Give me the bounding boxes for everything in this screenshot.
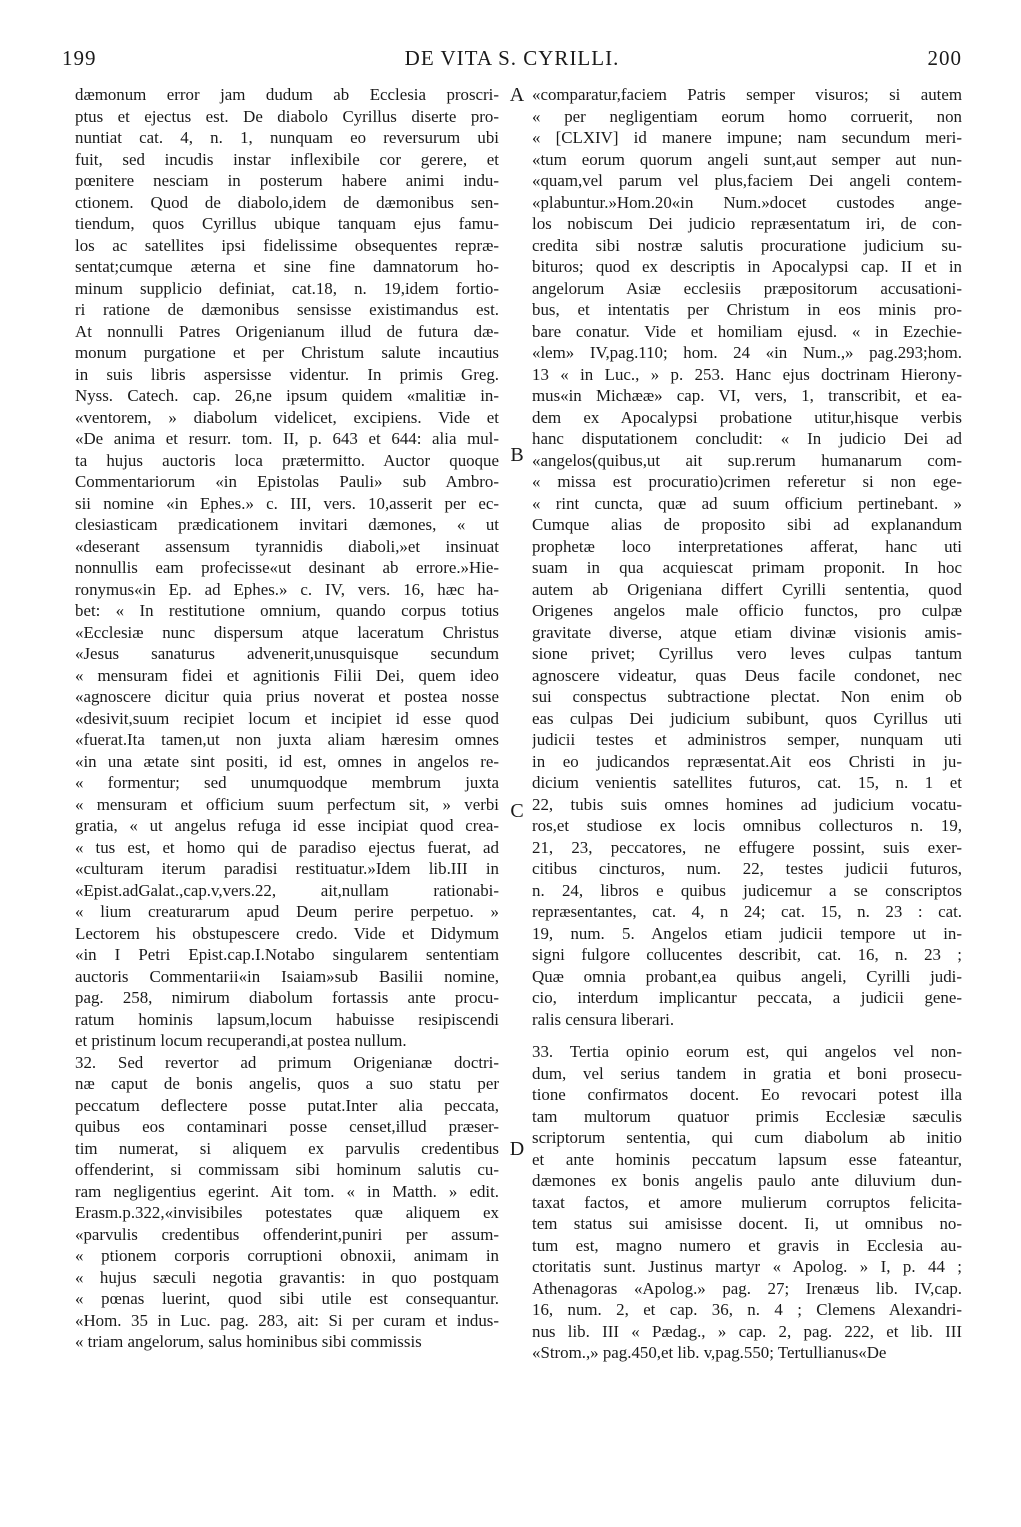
text-line: ratum hominis lapsum,locum habuisse resipiscendi xyxy=(75,1009,499,1029)
text-line: peccatum deflectere posse putat.Inter alia peccata, xyxy=(75,1095,499,1115)
text-line: in suis libris aspersisse videntur. In primis Greg. xyxy=(75,364,499,384)
text-line: dæmonum error jam dudum ab Ecclesia proscri- xyxy=(75,85,499,104)
margin-marker-c: C xyxy=(510,800,524,822)
text-line: «Strom.,» pag.450,et lib. v,pag.550; Tertullianus«De xyxy=(532,1343,887,1362)
text-line: nonnullis eam profecisse«ut desinant ab errore.»Hie- xyxy=(75,558,499,577)
margin-marker-b: B xyxy=(510,444,524,466)
text-line: quibus eos contaminari posse censet,illud præser- xyxy=(75,1117,499,1136)
text-line: scriptorum sententia, qui cum diabolum ab initio xyxy=(532,1128,962,1147)
text-line: gratia, « ut angelus refuga id esse incipiat quod crea- xyxy=(75,816,499,835)
text-line: monum purgatione et per Christum salute incautius xyxy=(75,343,499,362)
text-line: sione privet; Cyrillus vero leves culpas tantum xyxy=(532,644,962,663)
text-line: bus, et intentatis per Christum in eos minis pro- xyxy=(532,300,962,319)
text-line: clesiasticam prædicationem invitari dæmones, « ut xyxy=(75,515,499,534)
text-line: n. 24, libros e quibus judicemur a se conscriptos xyxy=(532,880,962,900)
page-header xyxy=(62,46,962,76)
text-line: «angelos(quibus,ut ait sup.rerum humanarum com- xyxy=(532,450,962,470)
text-line: ram negligentius egerint. Ait tom. « in Matth. » edit. xyxy=(75,1181,499,1201)
text-line: «comparatur,faciem Patris semper visuros; si autem xyxy=(532,85,962,104)
text-line: sii nomine «in Ephes.» c. III, vers. 10,asserit per ec- xyxy=(75,493,499,513)
text-line: auctoris Commentarii«in Isaiam»sub Basilii nomine, xyxy=(75,966,499,986)
text-line: ctionem. Quod de diabolo,idem de dæmonibus sen- xyxy=(75,192,499,212)
text-line: Origenes angelos male officio functos, pro culpæ xyxy=(532,601,962,620)
text-line: 13 « in Luc., » p. 253. Hanc ejus doctrinam Hierony- xyxy=(532,364,962,384)
text-line: los ac satellites ipsi fidelissime obsequentes repræ- xyxy=(75,235,499,255)
text-line: citibus cincturos, num. 22, testes judicii futuros, xyxy=(532,859,962,878)
text-line: et pristinum locum recuperandi,at postea nullum. xyxy=(75,1031,407,1050)
text-line: prophetæ loco interpretationes afferat, hanc uti xyxy=(532,536,962,556)
text-line: signi fulgore collucentes describit, cat. 16, n. 23 ; xyxy=(532,945,962,964)
text-line: bet: « In restitutione omnium, quando corpus totius xyxy=(75,601,499,620)
text-line: Cumque alias de proposito sibi ad explanandum xyxy=(532,515,962,534)
text-line: sentat;cumque æterna et sine fine damnatorum ho- xyxy=(75,257,499,276)
text-line: offenderint, si commissam sibi hominum salutis cu- xyxy=(75,1160,499,1179)
text-line: agnoscere videatur, quas Deus facile condonet, nec xyxy=(532,665,962,685)
text-line: ri ratione de dæmonibus sensisse existimandus est. xyxy=(75,300,499,319)
text-line: « lium creaturarum apud Deum perire perpetuo. » xyxy=(75,902,499,921)
text-line: At nonnulli Patres Origenianum illud de futura dæ- xyxy=(75,321,499,341)
text-line: eas culpas Dei judicium subibunt, quos Cyrillus uti xyxy=(532,708,962,728)
text-line: nuntiat cat. 4, n. 1, nunquam eo reversurum ubi xyxy=(75,128,499,147)
text-line: « triam angelorum, salus hominibus sibi commissis xyxy=(75,1332,422,1351)
page-number-left: 199 xyxy=(62,46,97,70)
text-line: « mensuram fidei et agnitionis Filii Dei, quem ideo xyxy=(75,665,499,685)
paragraph-gap xyxy=(532,1030,962,1041)
text-line: « [CLXIV] id manere impune; nam secundum meri- xyxy=(532,128,962,147)
text-line: sui conspectus subtractione plectat. Non enim ob xyxy=(532,687,962,706)
text-line: taxat factos, et amore mulierum corruptos felicita- xyxy=(532,1192,962,1212)
text-line: « per negligentiam eorum homo corruerit, non xyxy=(532,106,962,126)
text-line: næ caput de bonis angelis, quos a suo statu per xyxy=(75,1074,499,1093)
text-line: « missa est procuratio)crimen referetur si non ege- xyxy=(532,472,962,491)
text-line: « tus est, et homo qui de paradiso ejectus fuerat, ad xyxy=(75,837,499,857)
text-line: dum, vel serius tandem in gratia et boni prosecu- xyxy=(532,1063,962,1083)
text-line: «Jesus sanaturus advenerit,unusquisque secundum xyxy=(75,644,499,663)
running-title: DE VITA S. CYRILLI. xyxy=(404,46,620,70)
text-line: «in I Petri Epist.cap.I.Notabo singularem sententiam xyxy=(75,945,499,964)
text-line: «Ecclesiæ nunc dispersum atque laceratum Christus xyxy=(75,622,499,642)
text-line: tiendum, quos Cyrillus ubique tanquam ejus famu- xyxy=(75,214,499,233)
text-line: 22, tubis suis omnes homines ad judicium vocatu- xyxy=(532,794,962,814)
text-line: tum est, magno numero et gravis in Ecclesia au- xyxy=(532,1235,962,1255)
text-line: « formentur; sed unumquodque membrum juxta xyxy=(75,773,499,792)
text-line: fuit, sed incudis instar inflexibile cor gerere, et xyxy=(75,149,499,169)
text-line: «parvulis credentibus offenderint,puniri per assum- xyxy=(75,1224,499,1244)
text-line: pag. 258, nimirum diabolum fortassis ante procu- xyxy=(75,988,499,1007)
text-line: pœnitere nesciam in posterum habere animi indu- xyxy=(75,171,499,190)
page-number-right: 200 xyxy=(927,46,962,70)
text-line: ros,et studiose ex locis omnibus collecturos n. 19, xyxy=(532,816,962,835)
text-line: «quam,vel parum vel plus,faciem Dei angeli contem- xyxy=(532,171,962,190)
text-line: credita sibi nostræ salutis procuratione judicium su- xyxy=(532,235,962,255)
text-line: tem status sui amisisse docent. Ii, ut omnibus no- xyxy=(532,1214,962,1233)
text-line: suam in qua acquiescat primam proponit. In hoc xyxy=(532,558,962,577)
text-line: 33. Tertia opinio eorum est, qui angelos vel non- xyxy=(532,1042,962,1061)
text-line: repræsentantes, cat. 4, n 24; cat. 15, n. 23 : cat. xyxy=(532,902,962,921)
text-line: Nyss. Catech. cap. 26,ne ipsum quidem «malitiæ in- xyxy=(75,386,499,405)
margin-marker-a: A xyxy=(509,84,525,106)
left-text-column xyxy=(75,84,499,1353)
text-line: cio, interdum implicantur peccata, a judicii gene- xyxy=(532,988,962,1007)
text-line: 19, num. 5. Angelos etiam judicii tempore ut in- xyxy=(532,923,962,943)
text-line: ctoritatis sunt. Justinus martyr « Apolog. » I, p. 44 ; xyxy=(532,1257,962,1276)
text-line: tam multorum quatuor primis Ecclesiæ sæculis xyxy=(532,1106,962,1126)
text-line: dicium venientis satellites futuros, cat. 15, n. 1 et xyxy=(532,773,962,792)
text-line: bituros; quod ex descriptis in Apocalypsi cap. II et in xyxy=(532,257,962,276)
text-line: in eo judicandos repræsentat.Ait eos Christi in ju- xyxy=(532,751,962,771)
text-line: ralis censura liberari. xyxy=(532,1009,675,1029)
text-line: et ante hominis peccatum lapsum esse fateantur, xyxy=(532,1149,962,1169)
text-line: tim numerat, si aliquem ex parvulis credentibus xyxy=(75,1138,499,1158)
text-line: «desivit,suum recipiet locum et incipiet id esse quod xyxy=(75,708,499,728)
text-line: nus lib. III « Pædag., » cap. 2, pag. 222, et lib. III xyxy=(532,1321,962,1341)
text-line: Quæ omnia probant,ea quibus angeli, Cyrilli judi- xyxy=(532,966,962,986)
text-line: « hujus sæculi negotia gravantis: in quo postquam xyxy=(75,1267,499,1287)
text-line: «ventorem, » diabolum videlicet, excipiens. Vide et xyxy=(75,407,499,427)
text-line: Athenagoras «Apolog.» pag. 27; Irenæus lib. IV,cap. xyxy=(532,1278,962,1298)
text-line: «lem» IV,pag.110; hom. 24 «in Num.,» pag.293;hom. xyxy=(532,343,962,362)
text-line: 21, 23, peccatores, ne effugere possint, suis exer- xyxy=(532,837,962,857)
text-line: 32. Sed revertor ad primum Origenianæ doctri- xyxy=(75,1052,499,1072)
text-line: bare conatur. Vide et homiliam ejusd. « in Ezechie- xyxy=(532,321,962,341)
text-line: « ptionem corporis corruptioni obnoxii, animam in xyxy=(75,1246,499,1265)
text-line: ptus et ejectus est. De diabolo Cyrillus diserte pro- xyxy=(75,106,499,126)
text-line: angelorum Asiæ ecclesiis præpositorum accusationi- xyxy=(532,278,962,298)
text-line: Erasm.p.322,«invisibiles potestates quæ aliquem ex xyxy=(75,1203,499,1222)
text-line: mus«in Michææ» cap. VI, vers, 1, transcribit, et ea- xyxy=(532,386,962,405)
text-line: Lectorem his obstupescere credo. Vide et Didymum xyxy=(75,923,499,943)
text-line: «Epist.adGalat.,cap.v,vers.22, ait,nullam rationabi- xyxy=(75,880,499,900)
margin-marker-d: D xyxy=(509,1138,525,1160)
text-line: autem ab Origeniana differt Cyrilli sententia, quod xyxy=(532,579,962,599)
text-line: «culturam iterum paradisi restituatur.»Idem lib.III in xyxy=(75,859,499,878)
text-line: «tum eorum quorum angeli sunt,aut semper aut nun- xyxy=(532,149,962,169)
text-line: judicii testes et administros semper, nunquam uti xyxy=(532,730,962,749)
text-line: Commentariorum «in Epistolas Pauli» sub Ambro- xyxy=(75,472,499,491)
text-line: «agnoscere dicitur quia prius noverat et postea nosse xyxy=(75,687,499,706)
text-line: « rint cuncta, quæ ad suum officium pertinebant. » xyxy=(532,493,962,513)
text-line: «in una ætate sint positi, id est, omnes in angelos re- xyxy=(75,751,499,771)
text-line: «De anima et resurr. tom. II, p. 643 et 644: alia mul- xyxy=(75,429,499,448)
text-line: los nobiscum Dei judicio repræsentatum iri, de con- xyxy=(532,214,962,233)
text-line: «deserant assensum tyrannidis diaboli,»et insinuat xyxy=(75,536,499,556)
text-line: « mensuram et officium suum perfectum sit, » verbi xyxy=(75,794,499,814)
text-line: hanc disputationem concludit: « In judicio Dei ad xyxy=(532,429,962,448)
text-line: «plabuntur.»Hom.20«in Num.»docet custodes ange- xyxy=(532,192,962,212)
text-line: tione confirmatos docent. Eo revocari potest illa xyxy=(532,1085,962,1104)
text-line: «fuerat.Ita tamen,ut non juxta aliam hæresim omnes xyxy=(75,730,499,749)
text-line: ronymus«in Ep. ad Ephes.» c. IV, vers. 16, hæc ha- xyxy=(75,579,499,599)
text-line: ta hujus auctoris loca prætermitto. Auctor quoque xyxy=(75,450,499,470)
text-line: dem ex Apocalypsi probatione utitur,hisque verbis xyxy=(532,407,962,427)
text-line: dæmones ex bonis angelis paulo ante diluvium dun- xyxy=(532,1171,962,1190)
text-line: «Hom. 35 in Luc. pag. 283, ait: Si per curam et indus- xyxy=(75,1310,499,1330)
right-text-column xyxy=(532,84,962,1364)
text-line: « pœnas luerint, quod sibi utile est consequantur. xyxy=(75,1289,499,1308)
text-line: minum supplicio definiat, cat.18, n. 19,idem fortio- xyxy=(75,278,499,298)
text-line: 16, num. 2, et cap. 36, n. 4 ; Clemens Alexandri- xyxy=(532,1300,962,1319)
text-line: gravitate diverse, atque etiam divinæ visionis amis- xyxy=(532,622,962,642)
